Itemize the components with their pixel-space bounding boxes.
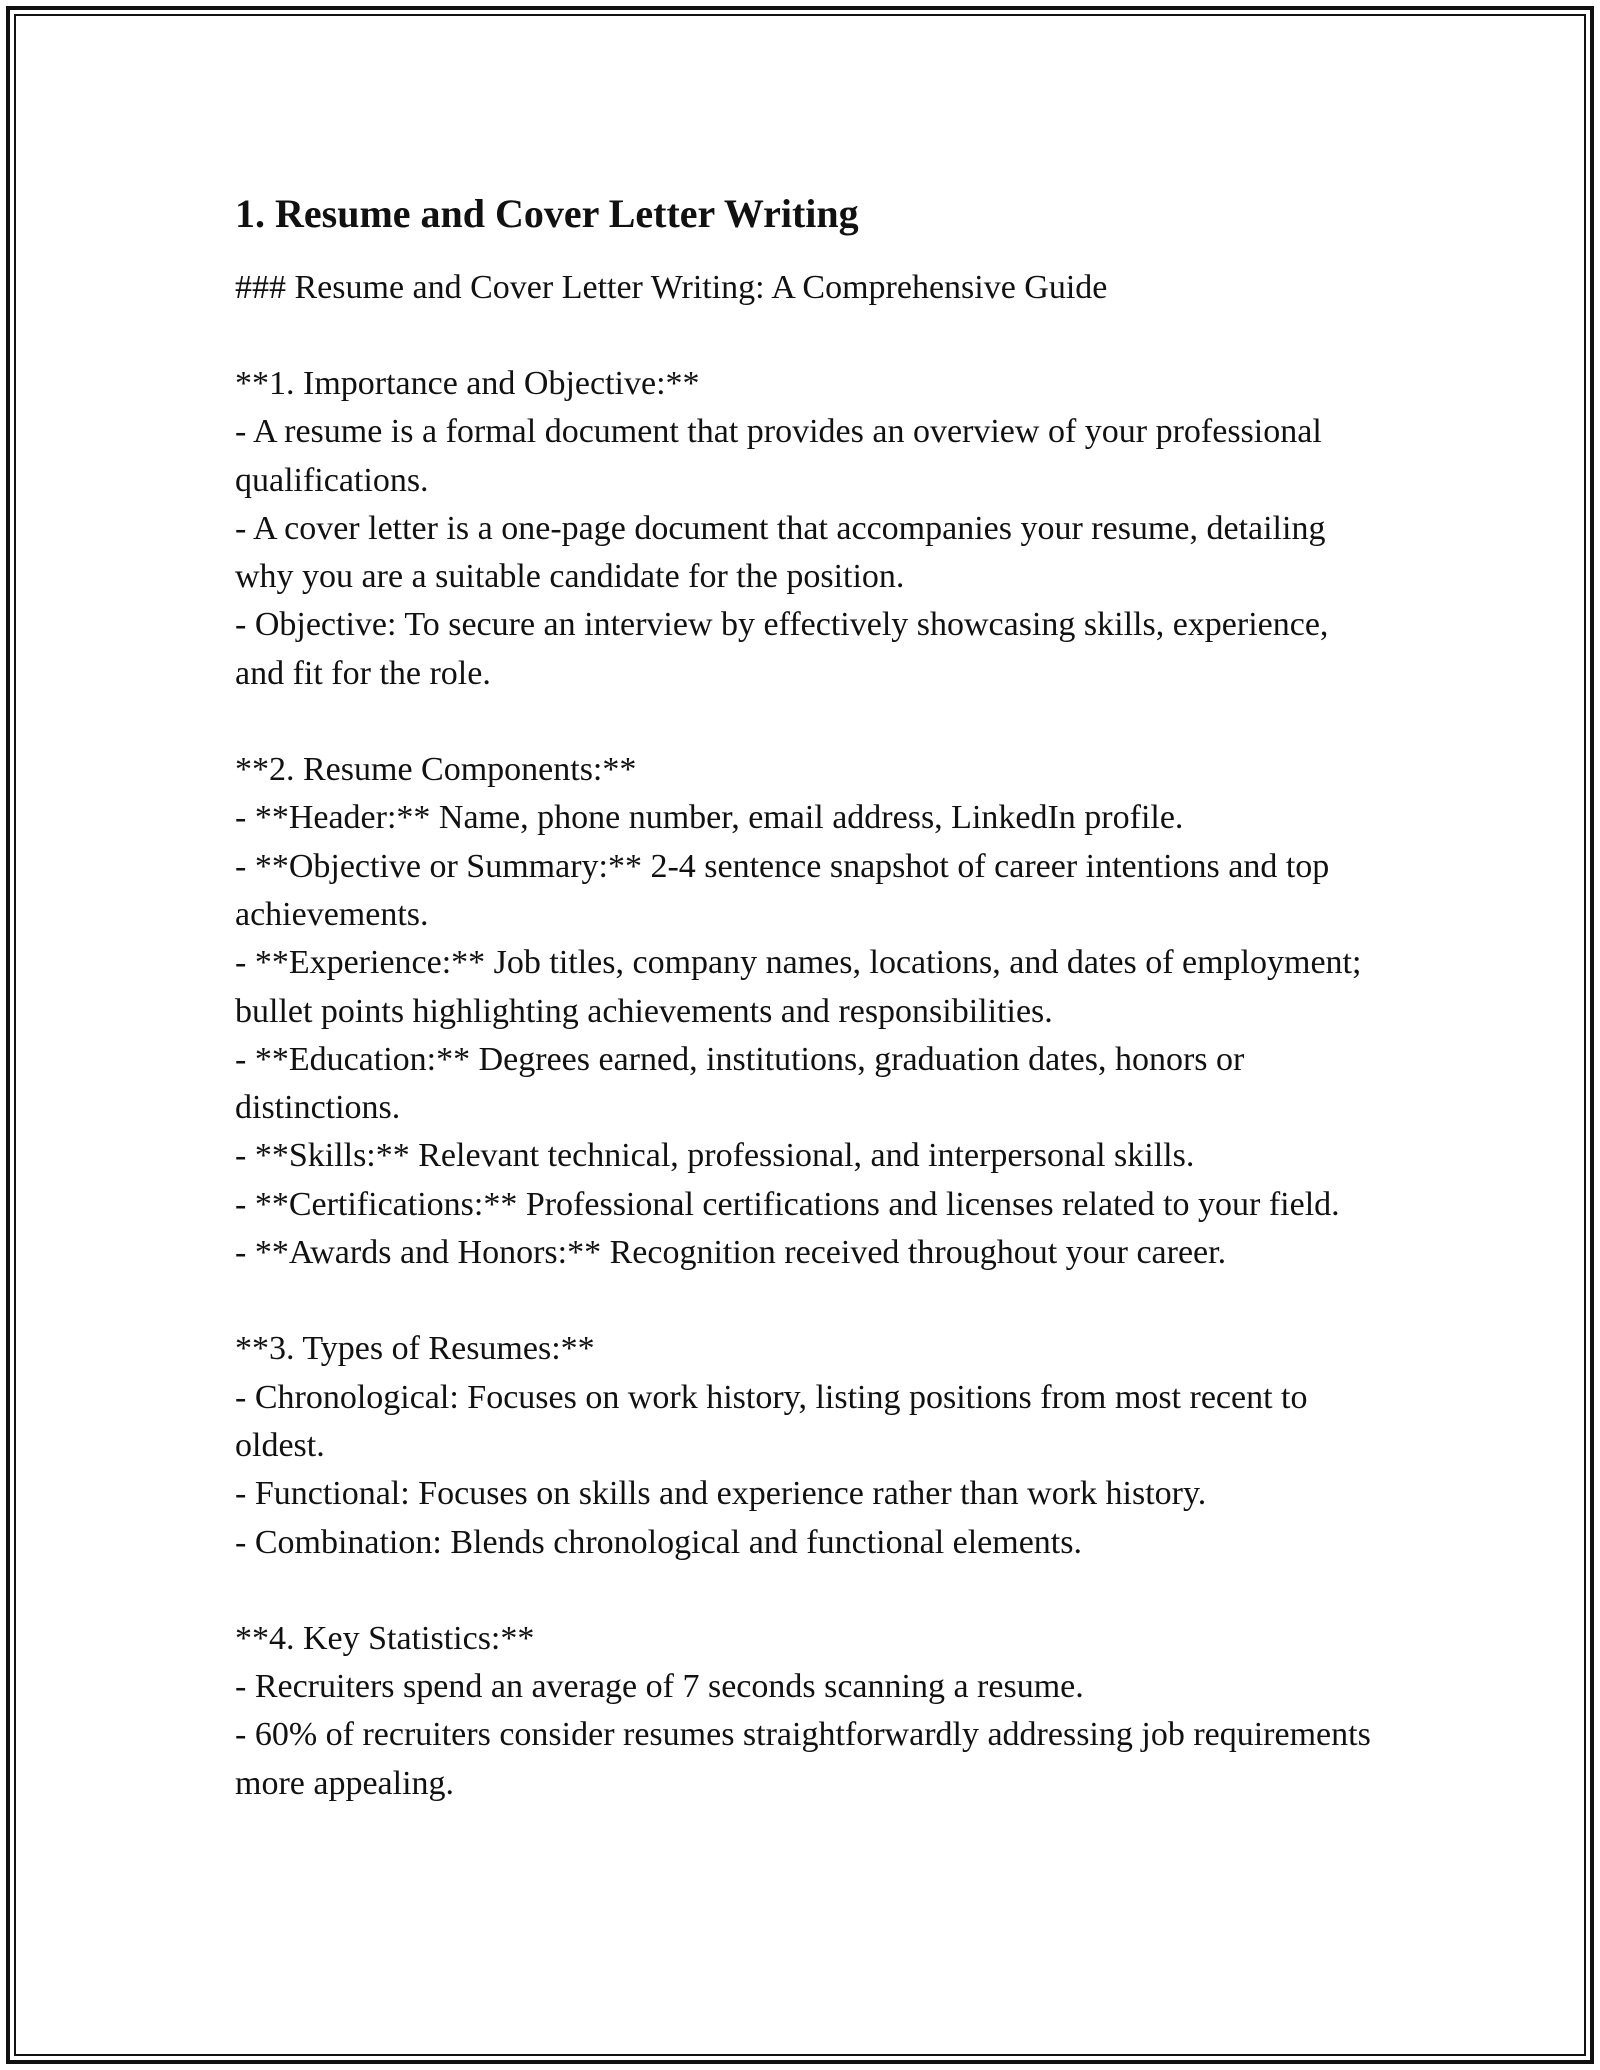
document-title: 1. Resume and Cover Letter Writing xyxy=(235,191,859,236)
section-types-of-resumes xyxy=(235,1325,1385,1566)
list-item: - 60% of recruiters consider resumes straightforwardly addressing job requirements more appealing. xyxy=(235,1716,1371,1802)
list-item: - A cover letter is a one-page document that accompanies your resume, detailing why you are a suitable candidate for the position. xyxy=(235,509,1326,596)
list-item: - Recruiters spend an average of 7 seconds scanning a resume. xyxy=(235,1668,1084,1706)
list-item: - Chronological: Focuses on work history, listing positions from most recent to oldest. xyxy=(235,1378,1308,1464)
list-item: - Objective: To secure an interview by effectively showcasing skills, experience, and fit for the role. xyxy=(235,606,1329,692)
section-key-statistics xyxy=(235,1615,1385,1808)
list-item: - **Header:** Name, phone number, email address, LinkedIn profile. xyxy=(235,799,1184,837)
list-item: - **Awards and Honors:** Recognition received throughout your career. xyxy=(235,1234,1227,1272)
list-item: - **Education:** Degrees earned, institutions, graduation dates, honors or distinctions. xyxy=(235,1040,1245,1127)
section-heading: **2. Resume Components:** xyxy=(235,751,637,789)
list-item: - **Objective or Summary:** 2-4 sentence snapshot of career intentions and top achievements. xyxy=(235,847,1330,933)
section-resume-components xyxy=(235,746,1385,1277)
section-importance xyxy=(235,360,1385,698)
list-item: - **Certifications:** Professional certifications and licenses related to your field. xyxy=(235,1185,1340,1223)
list-item: - **Experience:** Job titles, company names, locations, and dates of employment; bullet points highlighting achievements and responsibilities. xyxy=(235,944,1362,1030)
document-subtitle: ### Resume and Cover Letter Writing: A Comprehensive Guide xyxy=(235,269,1108,306)
list-item: - **Skills:** Relevant technical, professional, and interpersonal skills. xyxy=(235,1137,1195,1175)
list-item: - A resume is a formal document that provides an overview of your professional qualifications. xyxy=(235,413,1322,499)
section-heading: **3. Types of Resumes:** xyxy=(235,1330,595,1368)
document-body xyxy=(235,188,1385,1808)
list-item: - Combination: Blends chronological and functional elements. xyxy=(235,1523,1082,1561)
list-item: - Functional: Focuses on skills and experience rather than work history. xyxy=(235,1475,1207,1513)
section-heading: **4. Key Statistics:** xyxy=(235,1619,535,1657)
section-heading: **1. Importance and Objective:** xyxy=(235,365,700,402)
